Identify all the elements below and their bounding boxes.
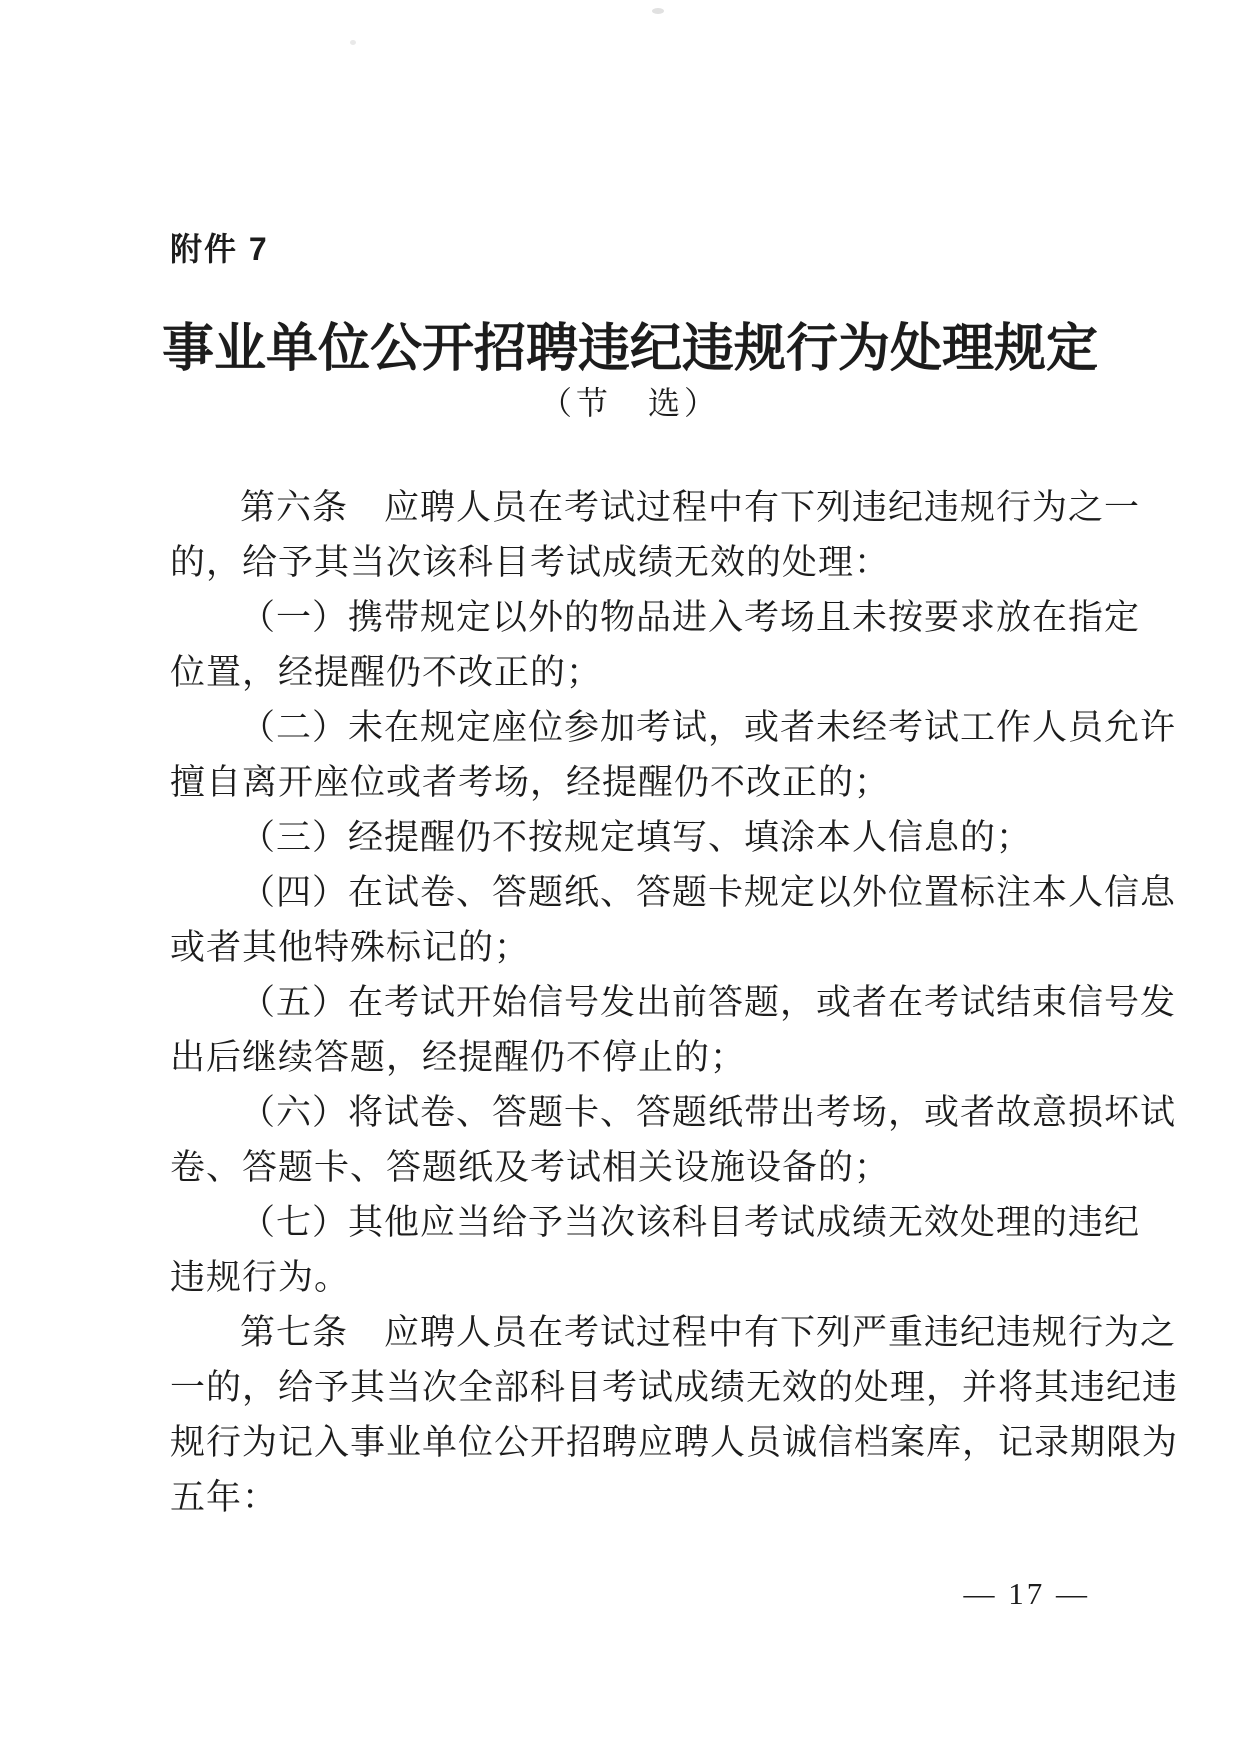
text-line: 擅自离开座位或者考场，经提醒仍不改正的；: [170, 763, 891, 802]
page-number: — 17 —: [963, 1576, 1090, 1611]
document-subtitle: （节 选）: [539, 385, 720, 421]
text-line: 第七条 应聘人员在考试过程中有下列严重违纪违规行为之: [240, 1313, 1177, 1352]
scan-artifact: [350, 40, 356, 45]
text-line: （四）在试卷、答题纸、答题卡规定以外位置标注本人信息: [240, 873, 1177, 912]
text-line: 位置，经提醒仍不改正的；: [170, 653, 603, 692]
text-line: 第六条 应聘人员在考试过程中有下列违纪违规行为之一: [240, 488, 1141, 527]
text-line: （五）在考试开始信号发出前答题，或者在考试结束信号发: [240, 983, 1177, 1022]
text-line: 的，给予其当次该科目考试成绩无效的处理：: [170, 543, 891, 582]
document-body: [170, 480, 1179, 1525]
text-line: （六）将试卷、答题卡、答题纸带出考场，或者故意损坏试: [240, 1093, 1177, 1132]
text-line: 或者其他特殊标记的；: [170, 928, 531, 967]
text-line: （二）未在规定座位参加考试，或者未经考试工作人员允许: [240, 708, 1177, 747]
text-line: 五年：: [170, 1478, 279, 1517]
text-line: （七）其他应当给予当次该科目考试成绩无效处理的违纪: [240, 1203, 1141, 1242]
text-line: 违规行为。: [170, 1258, 351, 1297]
text-line: （三）经提醒仍不按规定填写、填涂本人信息的；: [240, 818, 1033, 857]
text-line: 卷、答题卡、答题纸及考试相关设施设备的；: [170, 1148, 891, 1187]
scan-artifact: [652, 8, 664, 14]
attachment-label: 附件 7: [170, 231, 269, 267]
text-line: 规行为记入事业单位公开招聘应聘人员诚信档案库，记录期限为: [170, 1423, 1179, 1462]
document-title: 事业单位公开招聘违纪违规行为处理规定: [161, 321, 1098, 378]
text-line: （一）携带规定以外的物品进入考场且未按要求放在指定: [240, 598, 1141, 637]
text-line: 一的，给予其当次全部科目考试成绩无效的处理，并将其违纪违: [170, 1368, 1179, 1407]
text-line: 出后继续答题，经提醒仍不停止的；: [170, 1038, 747, 1077]
